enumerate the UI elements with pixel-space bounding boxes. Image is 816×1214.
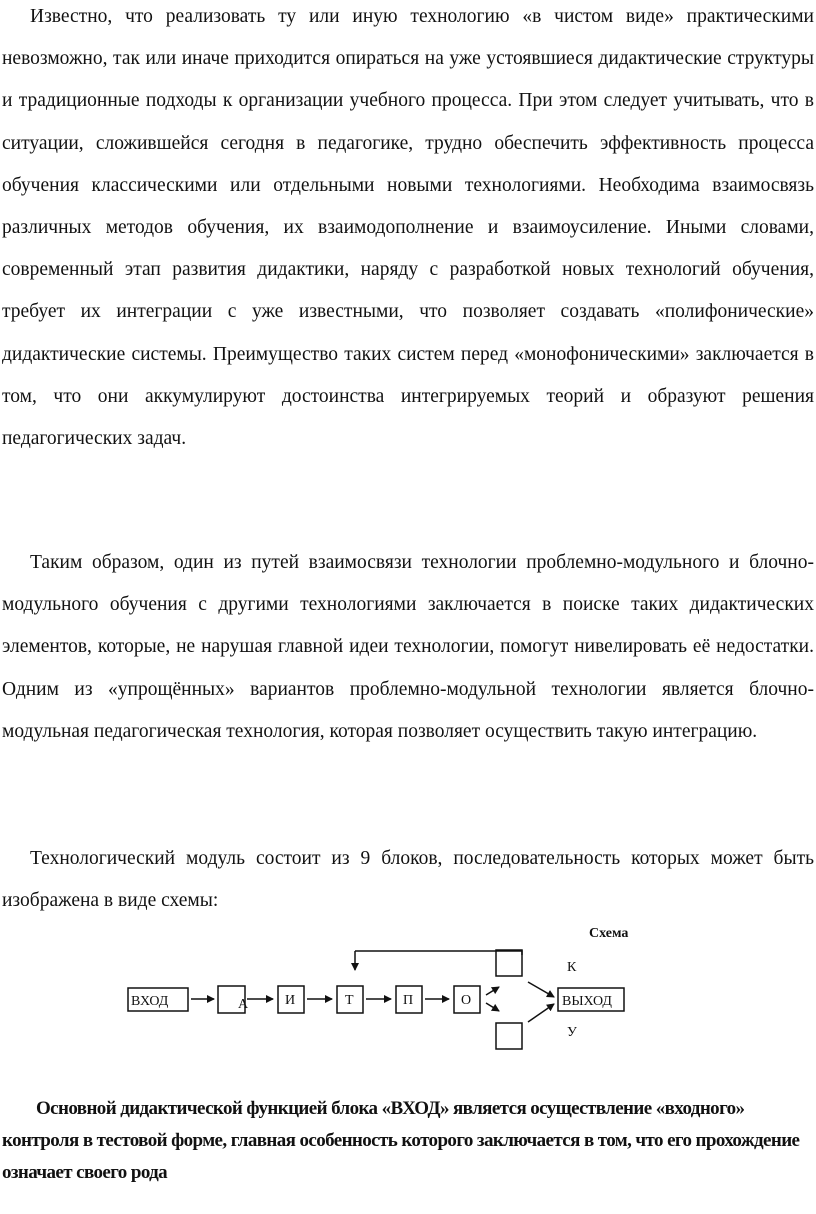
branch-label-k: К: [567, 960, 577, 975]
block-a-label: А: [238, 997, 249, 1012]
paragraph-2-text: Таким образом, один из путей взаимосвязи технологии проблемно-модульного и блочно-модульного обучения с другими технологиями заключается в поиске таких дидактических элементов, которые, не нарушая главной идеи технологии, помогут нивелировать её недостатки. Одним из «упрощённых» вариантов проблемно-модульной технологии является блочно-модульная педагогическая технология, которая позволяет осуществить такую интеграцию.: [2, 552, 814, 742]
block-upper-k: [496, 950, 522, 976]
paragraph-1-text: Известно, что реализовать ту или иную технологию «в чистом виде» практическими невозможно, так или иначе приходится опираться на уже устоявшиеся дидактические структуры и традиционные подходы к организации учебного процесса. При этом следует учитывать, что в ситуации, сложившейся сегодня в педагогике, трудно обеспечить эффективность процесса обучения классическими или отдельными новыми технологиями. Необходима взаимосвязь различных методов обучения, их взаимодополнение и взаимоусиление. Иными словами, современный этап развития дидактики, наряду с разработкой новых технологий обучения, требует их интеграции с уже известными, что позволяет создавать «полифонические» дидактические системы. Преимущество таких систем перед «монофоническими» заключается в том, что они аккумулируют достоинства интегрируемых теорий и образуют решения педагогических задач.: [2, 6, 814, 450]
paragraph-3-text: Технологический модуль состоит из 9 блоков, последовательность которых может быть изображена в виде схемы:: [2, 848, 814, 912]
arrow-upper-output: [528, 982, 554, 997]
block-output-label: ВЫХОД: [562, 994, 612, 1009]
block-p-label: П: [403, 993, 414, 1008]
block-lower-u: [496, 1023, 522, 1049]
feedback-loop: [355, 951, 522, 955]
block-i-label: И: [285, 993, 296, 1008]
block-input-label: ВХОД: [131, 994, 169, 1009]
scheme-title: Схема: [589, 926, 629, 941]
arrow-lower-output: [528, 1004, 554, 1022]
arrow-o-lower: [486, 1003, 499, 1011]
arrow-o-upper: [486, 987, 499, 995]
block-o-label: О: [461, 993, 472, 1008]
bold-paragraph: Основной дидактической функцией блока «ВХОД» является осуществление «входного» контроля в тестовой форме, главная особенность которого заключается в том, что его прохождение означает своего рода: [2, 1098, 800, 1183]
block-t-label: Т: [345, 993, 354, 1008]
branch-label-u: У: [567, 1025, 577, 1040]
